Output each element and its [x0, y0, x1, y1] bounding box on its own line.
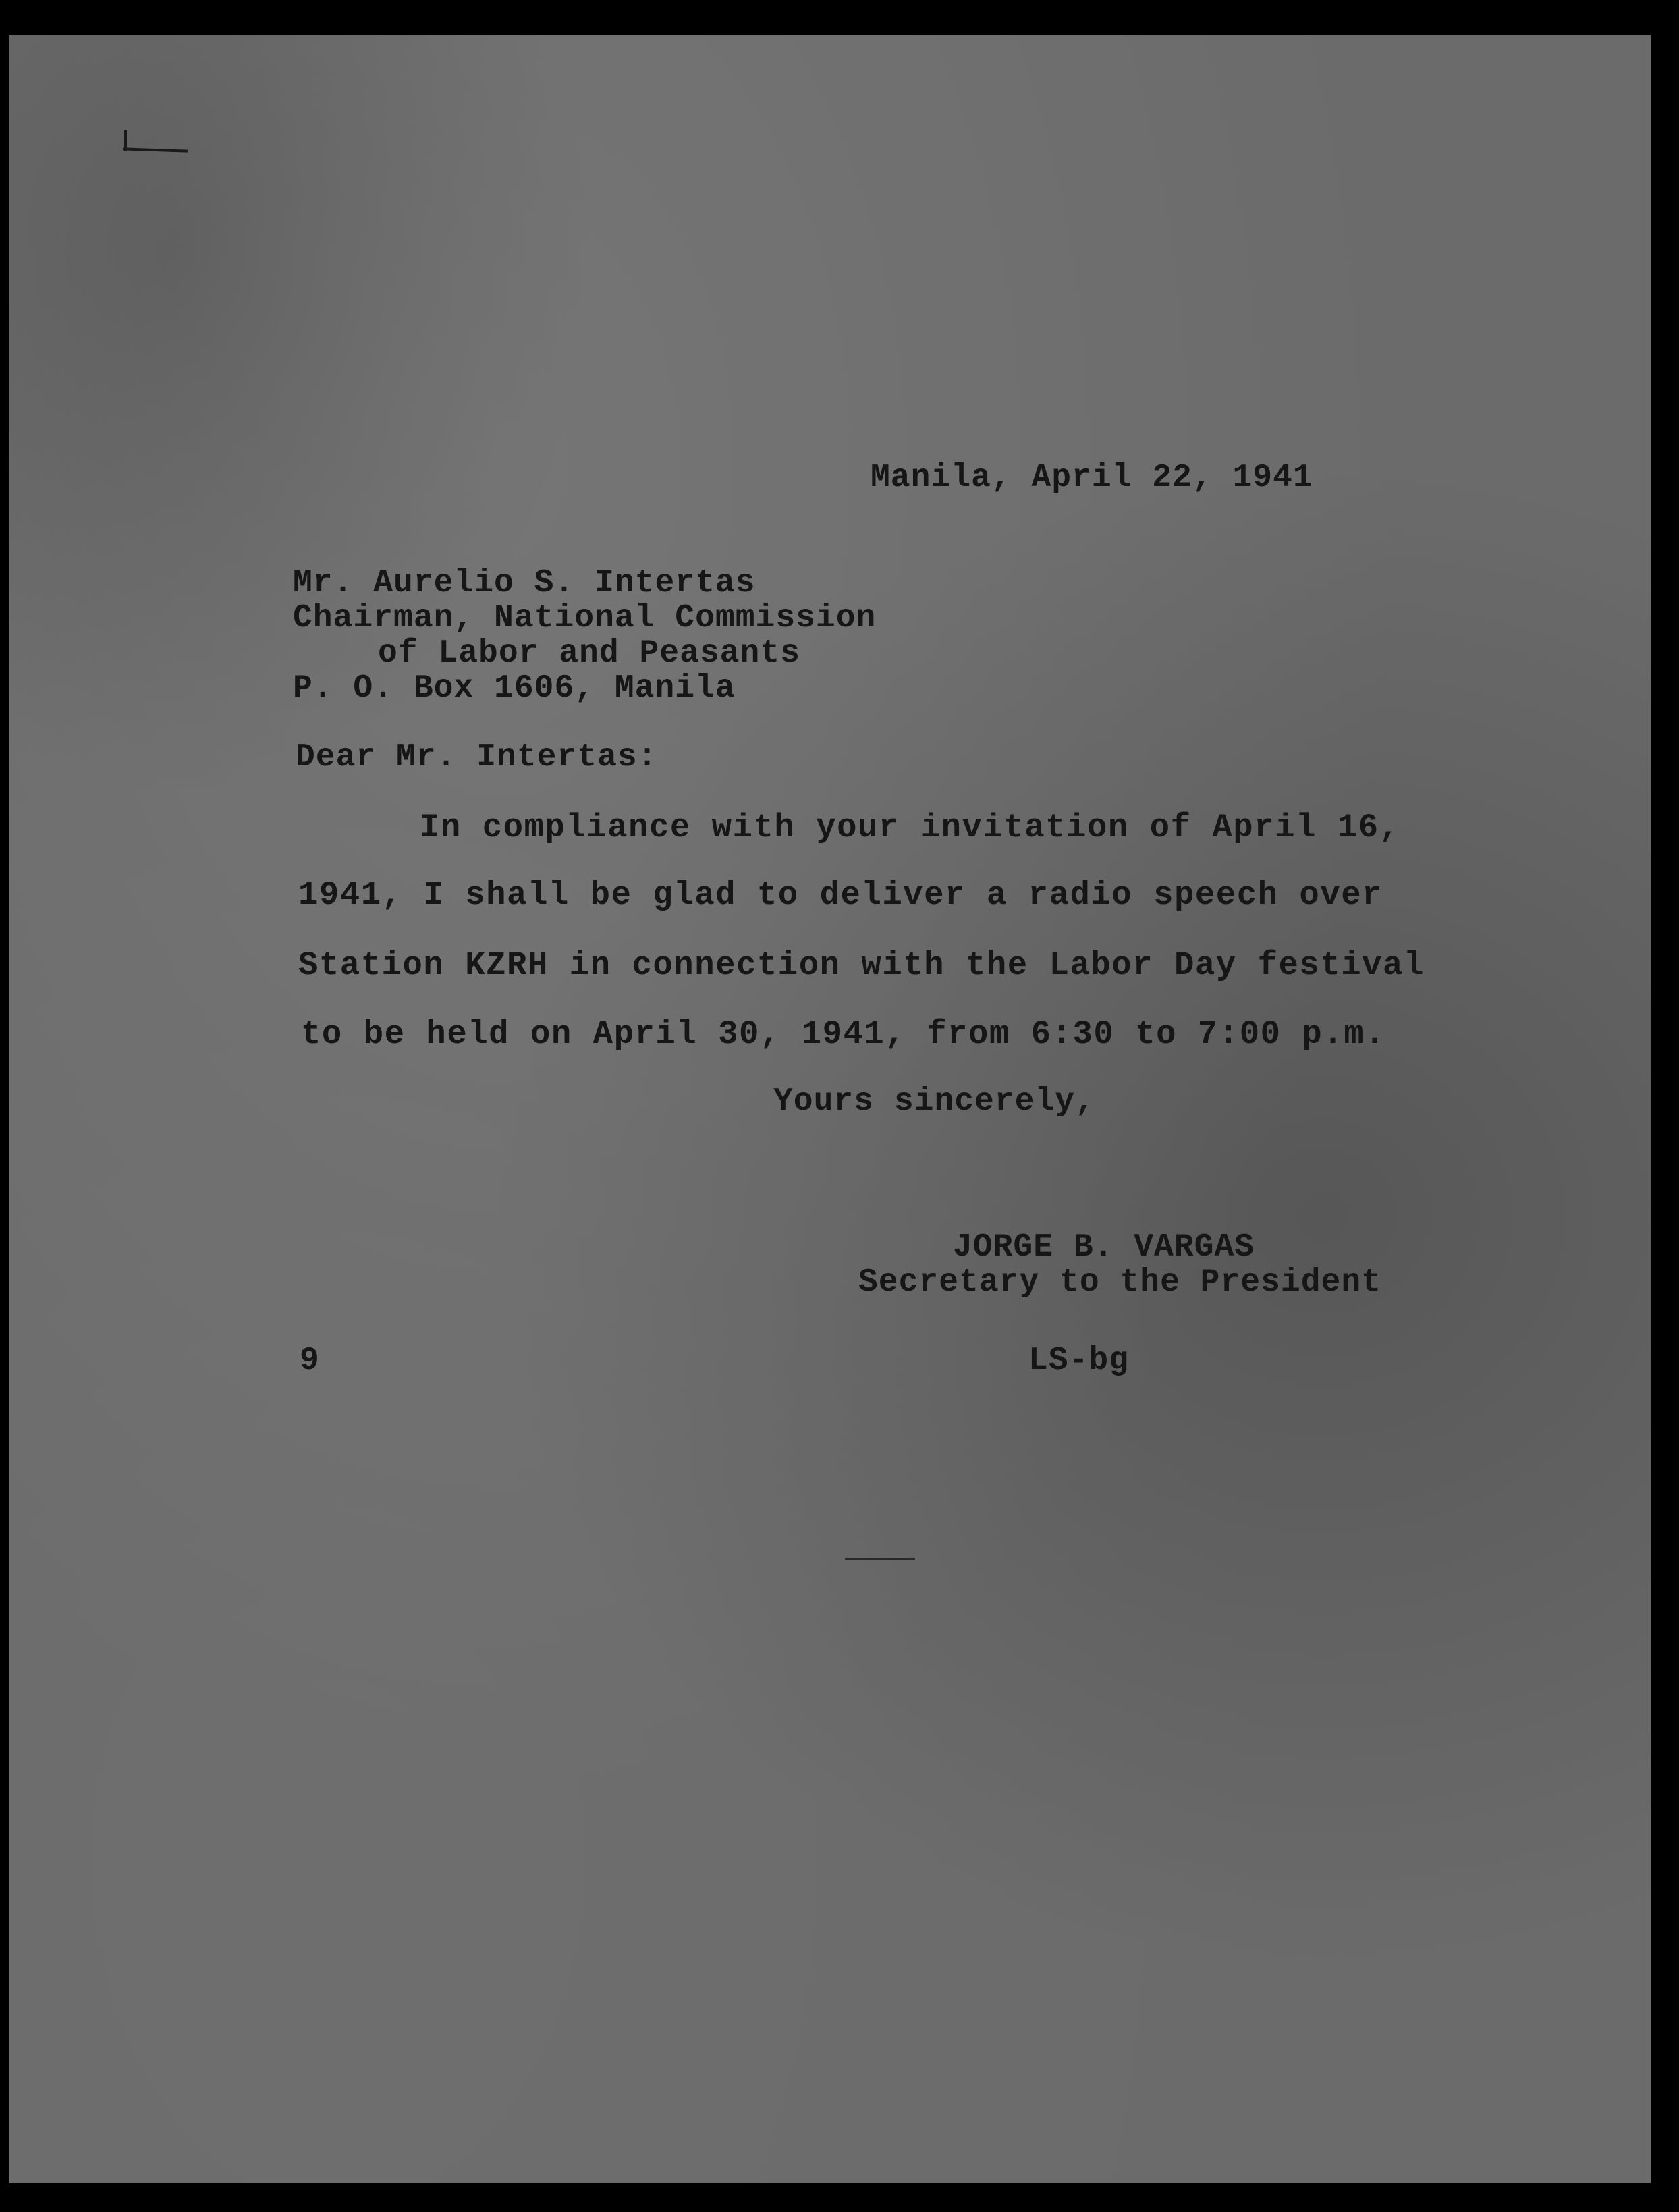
corner-pencil-mark — [123, 147, 188, 152]
recipient-organization: of Labor and Peasants — [378, 635, 800, 672]
signer-title: Secretary to the President — [858, 1264, 1381, 1301]
page-mark: 9 — [300, 1343, 320, 1379]
recipient-title: Chairman, National Commission — [293, 600, 877, 637]
letter-paper — [9, 35, 1651, 2183]
stray-dash-mark — [845, 1558, 915, 1560]
recipient-name: Mr. Aurelio S. Intertas — [293, 565, 756, 601]
body-line-2: 1941, I shall be glad to deliver a radio speech over — [298, 876, 1383, 914]
dateline: Manila, April 22, 1941 — [871, 460, 1313, 496]
recipient-address: P. O. Box 1606, Manila — [293, 670, 736, 707]
body-line-1: In compliance with your invitation of April 16, — [420, 809, 1400, 846]
reference-initials: LS-bg — [1028, 1343, 1130, 1379]
salutation: Dear Mr. Intertas: — [296, 739, 658, 776]
corner-pencil-mark-tick — [124, 130, 127, 151]
closing: Yours sincerely, — [773, 1083, 1095, 1120]
body-line-3: Station KZRH in connection with the Labor Day festival — [298, 946, 1425, 984]
body-line-4: to be held on April 30, 1941, from 6:30 to 7:00 p.m. — [301, 1015, 1386, 1053]
signer-name: JORGE B. VARGAS — [953, 1229, 1255, 1266]
